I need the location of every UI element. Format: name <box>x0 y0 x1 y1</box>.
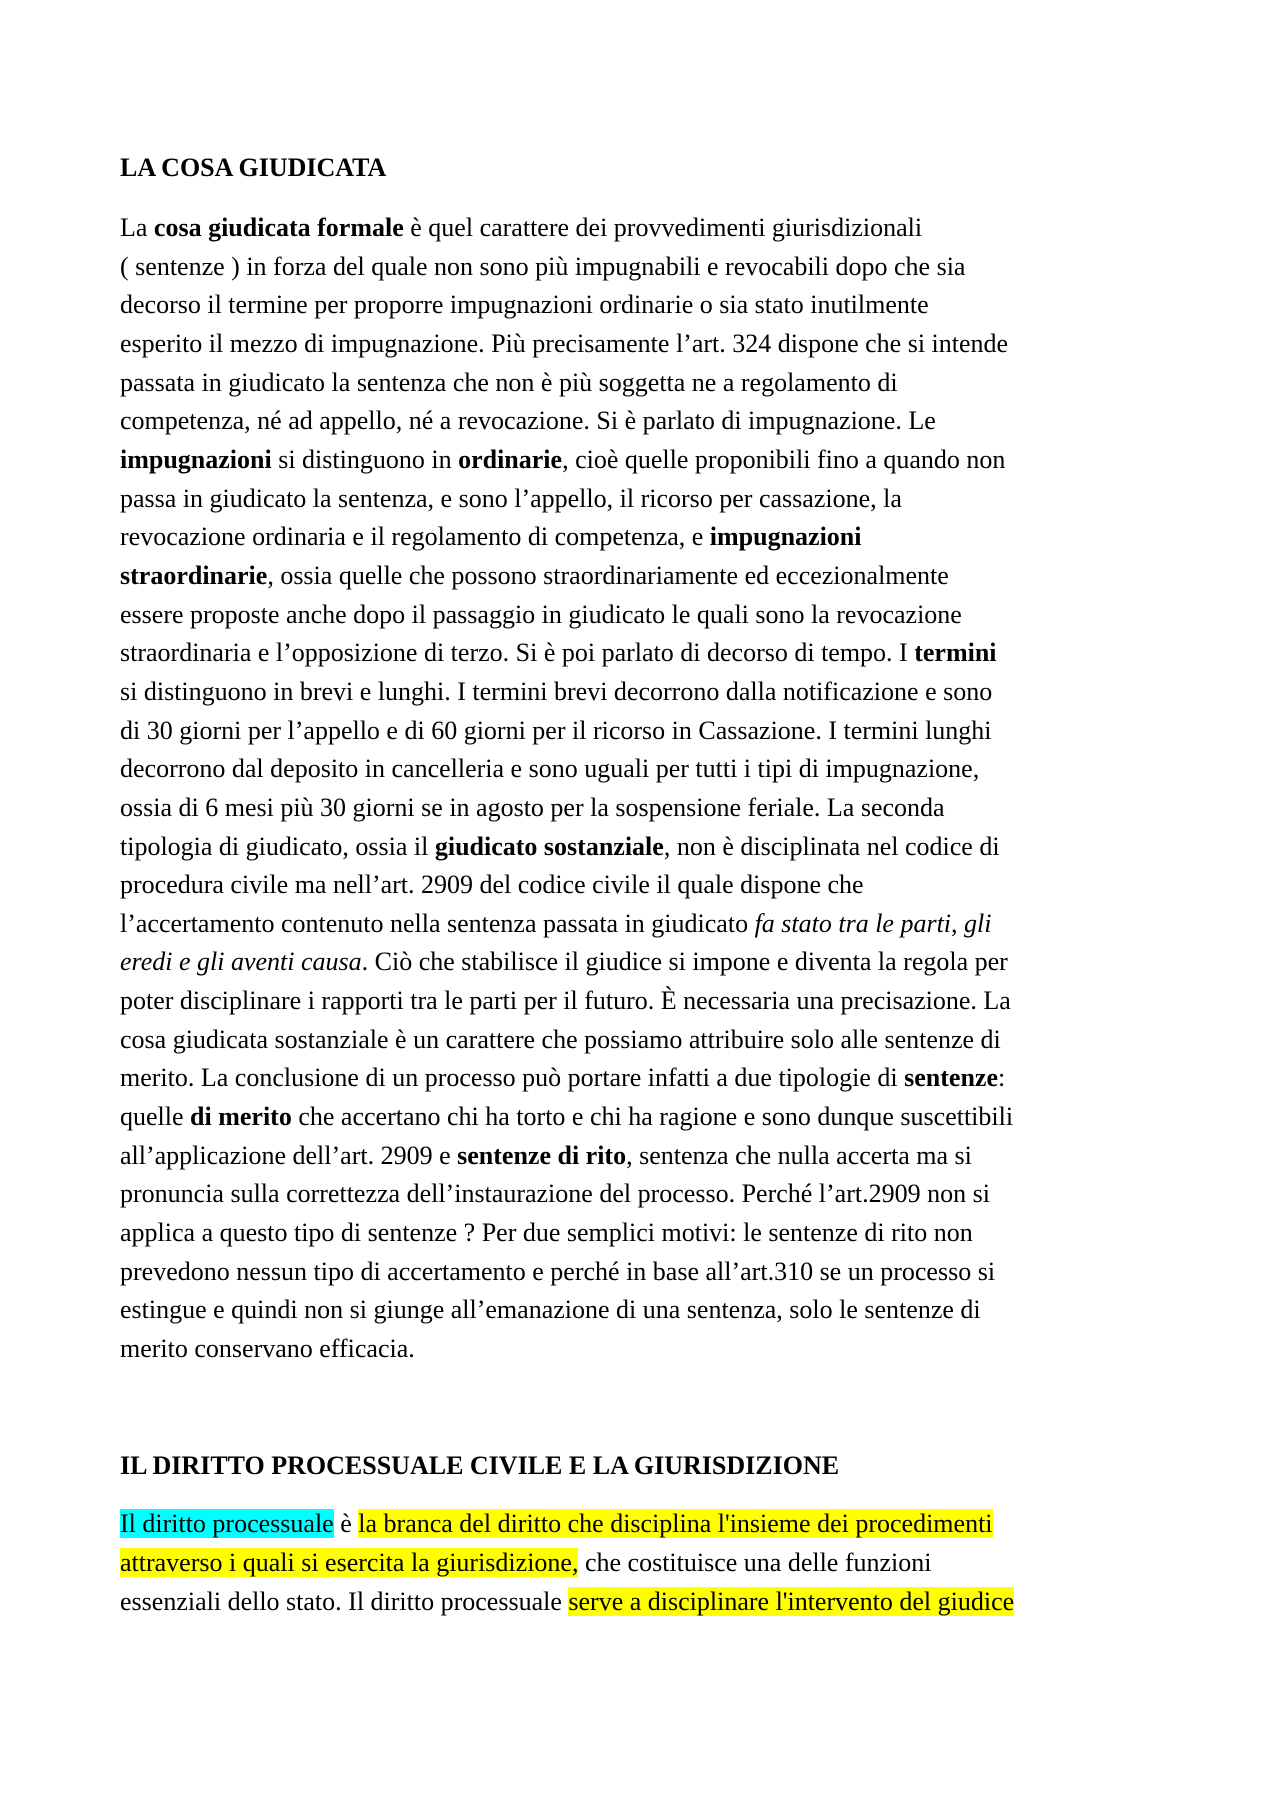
text-line <box>120 634 1180 673</box>
text-line <box>120 248 1180 287</box>
text-line <box>120 518 1180 557</box>
text-line <box>120 441 1180 480</box>
text-line <box>120 905 1180 944</box>
highlighted-text: attraverso i quali si esercita la giurisdizione, <box>120 1548 579 1577</box>
text-run: : <box>998 1063 1006 1093</box>
text-run: procedura civile ma nell’art. 2909 del codice civile il quale dispone che <box>120 870 864 900</box>
text-run: esperito il mezzo di impugnazione. Più precisamente l’art. 324 dispone che si intende <box>120 328 1009 358</box>
text-run: l’accertamento contenuto nella sentenza passata in giudicato <box>120 908 755 938</box>
bold-text: termini <box>914 638 997 668</box>
bold-text: sentenze <box>904 1063 998 1093</box>
text-run: , cioè quelle proponibili fino a quando non <box>562 444 1006 474</box>
highlighted-text: la branca del diritto che disciplina l'insieme dei procedimenti <box>358 1509 993 1538</box>
text-run: , sentenza che nulla accerta ma si <box>626 1140 972 1170</box>
text-line <box>120 1098 1180 1137</box>
bold-text: cosa giudicata formale <box>153 213 404 242</box>
bold-text: giudicato sostanziale <box>434 831 664 861</box>
text-run: merito conservano efficacia. <box>120 1334 415 1364</box>
highlighted-text: serve a disciplinare l'intervento del giudice <box>568 1587 1015 1616</box>
text-run: . Ciò che stabilisce il giudice si impone e diventa la regola per <box>361 947 1008 977</box>
text-run: si distinguono in brevi e lunghi. I termini brevi decorrono dalla notificazione e sono <box>120 676 993 706</box>
text-line <box>120 1137 1180 1176</box>
text-line <box>120 1582 1180 1621</box>
text-run: competenza, né ad appello, né a revocazione. Si è parlato di impugnazione. Le <box>120 406 936 436</box>
text-line <box>120 1175 1180 1214</box>
text-line <box>120 596 1180 635</box>
section-title-diritto-processuale: IL DIRITTO PROCESSUALE CIVILE E LA GIURISDIZIONE <box>120 1451 840 1480</box>
text-line <box>120 866 1180 905</box>
text-line <box>120 982 1180 1021</box>
text-run: poter disciplinare i rapporti tra le parti per il futuro. È necessaria una precisazione. La <box>120 986 1011 1016</box>
highlighted-text: Il diritto processuale <box>120 1509 334 1538</box>
text-run: ( sentenze ) in forza del quale non sono più impugnabili e revocabili dopo che sia <box>120 251 966 281</box>
text-run: è <box>333 1509 359 1538</box>
italic-text: eredi e gli aventi causa <box>120 947 362 977</box>
text-line <box>120 364 1180 403</box>
text-line <box>120 209 1180 248</box>
text-run: estingue e quindi non si giunge all’emanazione di una sentenza, solo le sentenze di <box>120 1295 981 1325</box>
text-run: passa in giudicato la sentenza, e sono l’appello, il ricorso per cassazione, la <box>120 483 902 513</box>
text-line <box>120 1291 1180 1330</box>
text-run: è quel carattere dei provvedimenti giurisdizionali <box>403 213 923 242</box>
text-line <box>120 1330 1180 1369</box>
text-run: che accertano chi ha torto e chi ha ragione e sono dunque suscettibili <box>291 1102 1014 1132</box>
text-line <box>120 1504 1180 1543</box>
bold-text: ordinarie <box>458 444 563 474</box>
text-line <box>120 480 1180 519</box>
bold-text: impugnazioni <box>709 522 862 552</box>
text-run: essenziali dello stato. Il diritto processuale <box>120 1587 569 1616</box>
text-run: all’applicazione dell’art. 2909 e <box>120 1140 458 1170</box>
section-title-cosa-giudicata: LA COSA GIUDICATA <box>120 153 387 182</box>
text-line <box>120 1253 1180 1292</box>
text-run: quelle <box>120 1102 191 1132</box>
text-run: merito. La conclusione di un processo può portare infatti a due tipologie di <box>120 1063 905 1093</box>
text-run: passata in giudicato la sentenza che non è più soggetta ne a regolamento di <box>120 367 898 397</box>
text-line <box>120 1021 1180 1060</box>
text-run: , ossia quelle che possono straordinariamente ed eccezionalmente <box>267 560 949 590</box>
text-run: tipologia di giudicato, ossia il <box>120 831 435 861</box>
text-run: di 30 giorni per l’appello e di 60 giorni per il ricorso in Cassazione. I termini lunghi <box>120 715 992 745</box>
bold-text: impugnazioni <box>120 444 272 474</box>
bold-text: di merito <box>190 1102 292 1132</box>
bold-text: sentenze di rito <box>457 1140 627 1170</box>
text-run: prevedono nessun tipo di accertamento e perché in base all’art.310 se un processo si <box>120 1256 996 1286</box>
text-line <box>120 1543 1180 1582</box>
text-run: cosa giudicata sostanziale è un carattere che possiamo attribuire solo alle sentenze di <box>120 1024 1001 1054</box>
paragraph-diritto-processuale <box>120 1504 1180 1621</box>
text-run: essere proposte anche dopo il passaggio in giudicato le quali sono la revocazione <box>120 599 962 629</box>
text-line <box>120 943 1180 982</box>
text-run: straordinaria e l’opposizione di terzo. Si è poi parlato di decorso di tempo. I <box>120 638 915 668</box>
text-line <box>120 673 1180 712</box>
text-line <box>120 712 1180 751</box>
text-line <box>120 325 1180 364</box>
text-line <box>120 1214 1180 1253</box>
text-run: decorso il termine per proporre impugnazioni ordinarie o sia stato inutilmente <box>120 290 929 320</box>
text-run: , non è disciplinata nel codice di <box>663 831 1000 861</box>
text-line <box>120 1059 1180 1098</box>
text-line <box>120 557 1180 596</box>
text-line <box>120 789 1180 828</box>
text-run: La <box>120 213 154 242</box>
bold-text: straordinarie <box>120 560 268 590</box>
text-line <box>120 828 1180 867</box>
text-run: che costituisce una delle funzioni <box>578 1548 932 1577</box>
text-line <box>120 286 1180 325</box>
text-run: ossia di 6 mesi più 30 giorni se in agosto per la sospensione feriale. La seconda <box>120 792 945 822</box>
italic-text: fa stato tra le parti, gli <box>754 908 992 938</box>
paragraph-cosa-giudicata <box>120 209 1180 1369</box>
text-run: pronuncia sulla correttezza dell’instaurazione del processo. Perché l’art.2909 non si <box>120 1179 990 1209</box>
text-line <box>120 750 1180 789</box>
text-run: decorrono dal deposito in cancelleria e sono uguali per tutti i tipi di impugnazione, <box>120 754 980 784</box>
text-line <box>120 402 1180 441</box>
text-run: applica a questo tipo di sentenze ? Per due semplici motivi: le sentenze di rito non <box>120 1218 973 1248</box>
text-run: si distinguono in <box>271 444 459 474</box>
text-run: revocazione ordinaria e il regolamento di competenza, e <box>120 522 710 552</box>
